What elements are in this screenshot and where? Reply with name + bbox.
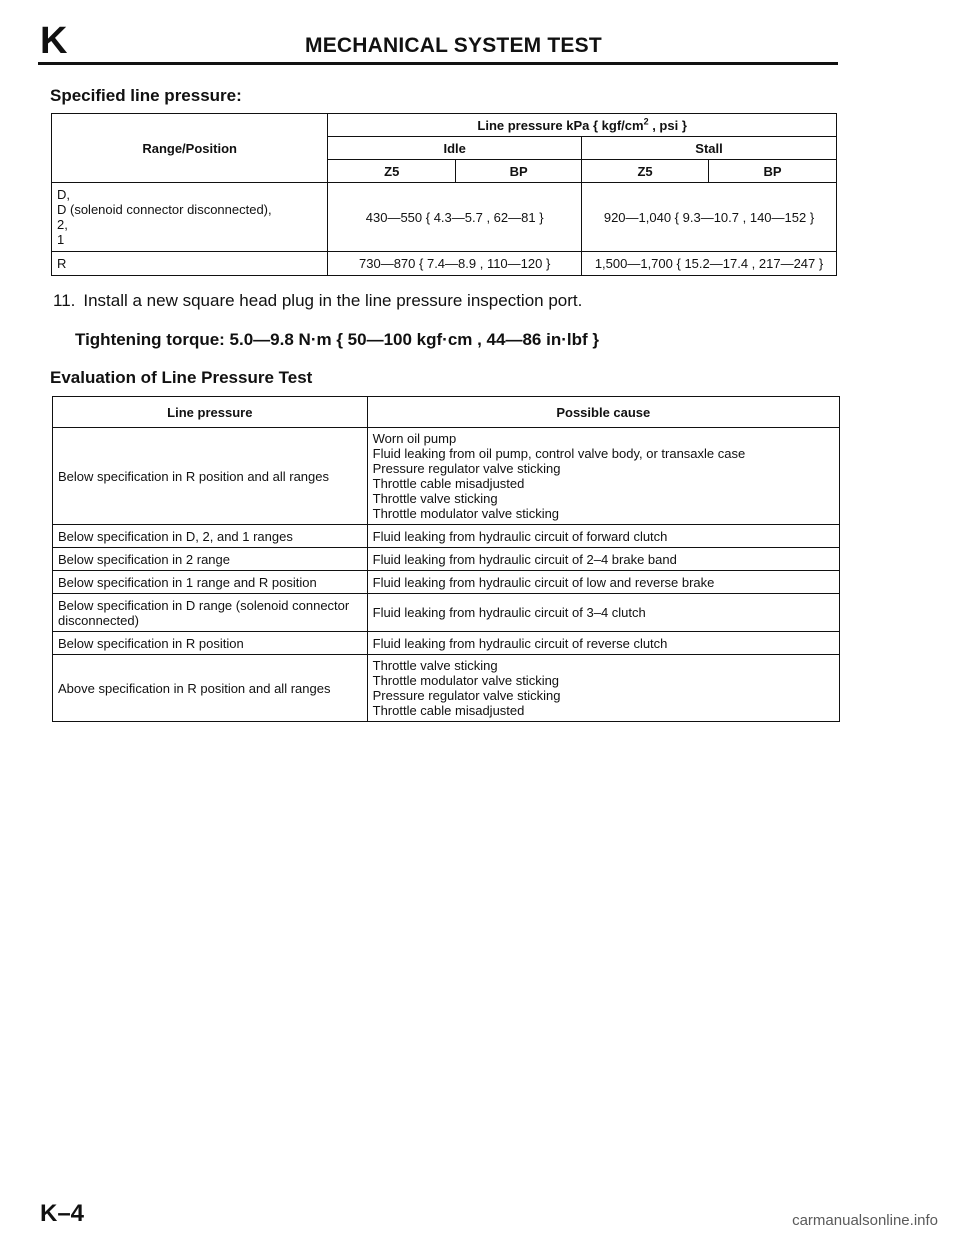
page-title: MECHANICAL SYSTEM TEST [305,34,602,57]
cause-line: Worn oil pump [372,431,457,446]
cause-cell: Fluid leaking from hydraulic circuit of forward clutch [367,525,839,548]
stall-z5-header: Z5 [582,160,709,183]
table-row [52,183,837,252]
range-line: 2, [57,217,68,232]
cause-line: Throttle cable misadjusted [372,703,525,718]
cause-cell: Fluid leaking from hydraulic circuit of 2–4 brake band [367,548,839,571]
section-letter: K [40,20,68,62]
table-row [52,252,837,276]
cause-cell [367,655,839,722]
pressure-header: Line pressure kPa { kgf/$cm^2$ , psi } [328,114,837,137]
idle-value: 730—870 { 7.4—8.9 , 110—120 } [328,252,582,276]
tightening-torque: Tightening torque: 5.0—9.8 N·m { 50—100 kgf·cm , 44—86 in·lbf } [75,330,599,349]
table-row [53,594,840,632]
cause-cell: Fluid leaking from hydraulic circuit of 3–4 clutch [367,594,839,632]
table-row [53,655,840,722]
cause-line: Throttle modulator valve sticking [372,673,560,688]
cause-line: Fluid leaking from oil pump, control valve body, or transaxle case [372,446,746,461]
pressure-cell: Below specification in R position and all ranges [53,428,368,525]
page-number: K–4 [40,1200,85,1227]
watermark-text: carmanualsonline.info [792,1212,938,1229]
evaluation-heading: Evaluation of Line Pressure Test [50,368,313,387]
idle-header: Idle [328,137,582,160]
idle-value: 430—550 { 4.3—5.7 , 62—81 } [328,183,582,252]
cause-line: Pressure regulator valve sticking [372,461,561,476]
idle-z5-header: Z5 [328,160,456,183]
cause-line: Throttle valve sticking [372,491,498,506]
pressure-cell: Below specification in R position [53,632,368,655]
evaluation-table [52,396,840,722]
pressure-cell: Below specification in 1 range and R position [53,571,368,594]
range-cell: R [52,252,328,276]
range-line: D, [57,187,70,202]
pressure-cell: Below specification in 2 range [53,548,368,571]
step-text: Install a new square head plug in the line pressure inspection port. [83,291,583,310]
step-11 [53,291,582,311]
stall-value: 920—1,040 { 9.3—10.7 , 140—152 } [582,183,837,252]
table-row [53,632,840,655]
cause-line: Throttle valve sticking [372,658,498,673]
stall-header: Stall [582,137,837,160]
cause-line: Throttle modulator valve sticking [372,506,560,521]
table-row [53,571,840,594]
header-rule [38,62,838,65]
possible-cause-header: Possible cause [367,397,839,428]
line-pressure-header: Line pressure [53,397,368,428]
range-header: Range/Position [52,114,328,183]
table-row [53,428,840,525]
stall-bp-header: BP [709,160,837,183]
table-row [53,525,840,548]
range-cell [52,183,328,252]
cause-line: Pressure regulator valve sticking [372,688,561,703]
pressure-cell: Below specification in D range (solenoid connector disconnected) [53,594,368,632]
range-line: 1 [57,232,65,247]
cause-line: Throttle cable misadjusted [372,476,525,491]
range-line: D (solenoid connector disconnected), [57,202,272,217]
pressure-cell: Above specification in R position and all ranges [53,655,368,722]
spec-table [51,113,837,276]
pressure-cell: Below specification in D, 2, and 1 ranges [53,525,368,548]
stall-value: 1,500—1,700 { 15.2—17.4 , 217—247 } [582,252,837,276]
cause-cell: Fluid leaking from hydraulic circuit of low and reverse brake [367,571,839,594]
cause-cell [367,428,839,525]
step-number: 11. [53,291,76,310]
idle-bp-header: BP [456,160,582,183]
cause-cell: Fluid leaking from hydraulic circuit of reverse clutch [367,632,839,655]
spec-heading: Specified line pressure: [50,86,242,105]
table-row [53,548,840,571]
